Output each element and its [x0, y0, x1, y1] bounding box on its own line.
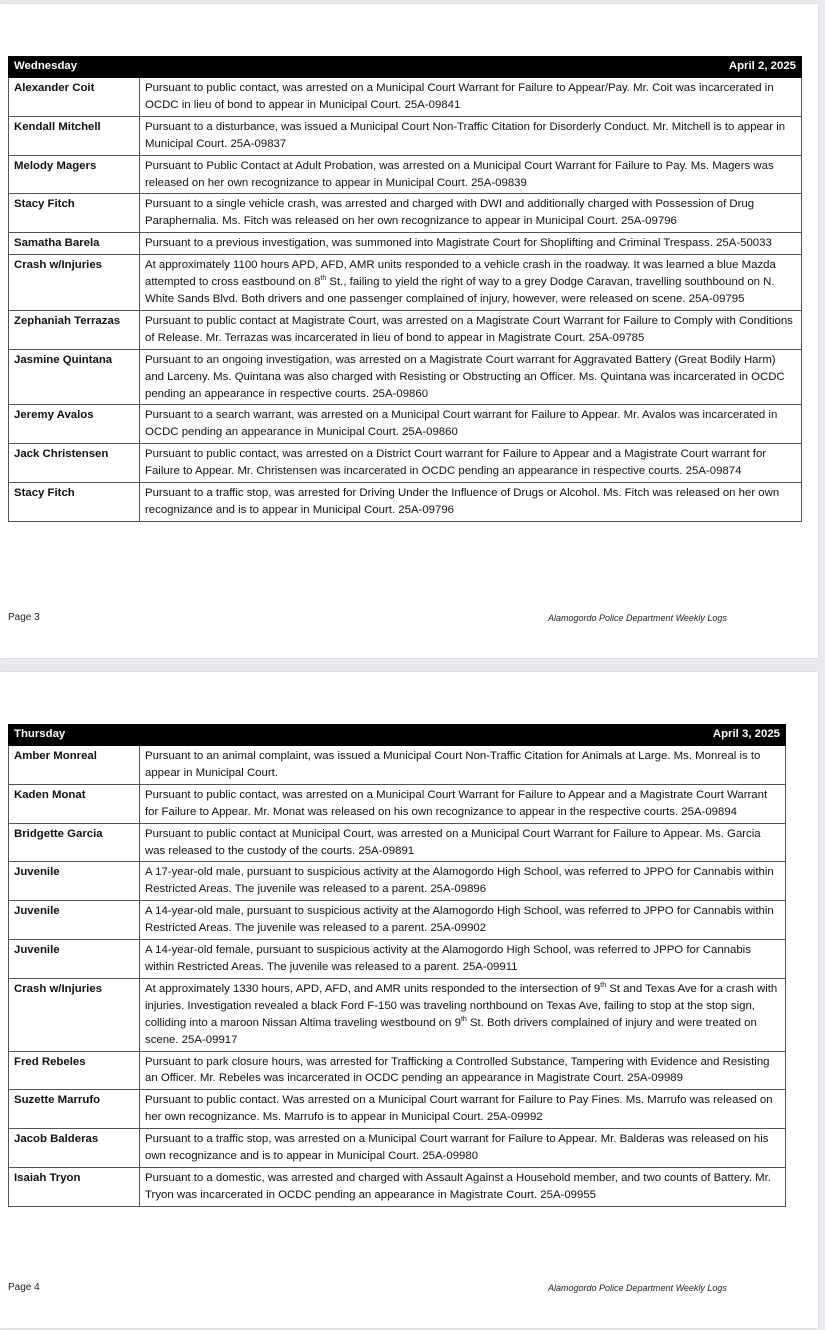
ordinal-suffix: th	[460, 1015, 467, 1023]
log-page-3	[0, 4, 818, 658]
entry-description	[140, 862, 786, 901]
entry-name: Amber Monreal	[9, 746, 140, 785]
entry-name: Jasmine Quintana	[9, 349, 140, 405]
entry-description	[140, 940, 786, 979]
entry-text: Pursuant to public contact, was arrested on a Municipal Court Warrant for Failure to Appear and a Magistrate Court Warrant for Failure to Appear. Mr. Monat was released on his own recognizance to appear in the respective courts. 25A-09894	[145, 788, 768, 818]
entry-text: Pursuant to a single vehicle crash, was arrested and charged with DWI and additionally charged with Possession of Drug Paraphernalia. Ms. Fitch was released on her own recognizance to appear in Municipal Court. 25A-09796	[145, 198, 755, 228]
date-label: April 3, 2025	[140, 725, 786, 746]
page-number: Page 3	[8, 612, 40, 623]
entry-text: Pursuant to a traffic stop, was arrested on a Municipal Court warrant for Failure to Appear. Mr. Balderas was released on his own recognizance and is to appear in Municipal Court. 25A-09980	[145, 1133, 769, 1163]
day-label: Wednesday	[9, 57, 140, 78]
log-entry-row	[9, 901, 786, 940]
log-entry-row	[9, 940, 786, 979]
log-entry-row	[9, 349, 802, 405]
table-header-row	[9, 57, 802, 78]
entry-name: Suzette Marrufo	[9, 1090, 140, 1129]
entry-name: Juvenile	[9, 901, 140, 940]
entry-description	[140, 483, 802, 522]
page-number: Page 4	[8, 1282, 40, 1293]
entry-name: Juvenile	[9, 862, 140, 901]
entry-text: Pursuant to a search warrant, was arrested on a Municipal Court warrant for Failure to Appear. Mr. Avalos was incarcerated in OCDC pending an appearance in Municipal Court. 25A-09860	[145, 409, 778, 439]
entry-name: Bridgette Garcia	[9, 823, 140, 862]
entry-text: At approximately 1330 hours, APD, AFD, and AMR units responded to the intersection of 9	[145, 982, 601, 995]
log-entry-row	[9, 155, 802, 194]
entry-text: Pursuant to public contact, was arrested on a Municipal Court Warrant for Failure to Appear/Pay. Mr. Coit was incarcerated in OCDC in lieu of bond to appear in Municipal Court. 25A-09841	[145, 82, 774, 111]
entry-text: Pursuant to public contact. Was arrested on a Municipal Court warrant for Failure to Pay Fines. Ms. Marrufo was released on her own recognizance. Ms. Marrufo is to appear in Municipal Court. 25A-09992	[145, 1094, 773, 1124]
entry-description	[140, 1167, 786, 1206]
entry-text: A 14-year-old female, pursuant to suspicious activity at the Alamogordo High School, was referred to JPPO for Cannabis within Restricted Areas. The juvenile was released to a parent. 25A-09911	[145, 944, 751, 973]
entry-text: St., failing to yield the right of way to a grey Dodge Caravan, travelling southbound on N. White Sands Blvd. Both drivers and one passenger complained of injury, however, were released on scene. 25A-09795	[145, 276, 775, 305]
log-entry-row	[9, 444, 802, 483]
ordinal-suffix: th	[600, 982, 607, 990]
entry-name: Zephaniah Terrazas	[9, 310, 140, 349]
entry-text: Pursuant to a traffic stop, was arrested for Driving Under the Influence of Drugs or Alcohol. Ms. Fitch was released on her own recognizance and is to appear in Municipal Court. 25A-09796	[145, 487, 780, 516]
entry-name: Jack Christensen	[9, 444, 140, 483]
log-entry-row	[9, 784, 786, 823]
entry-description	[140, 116, 802, 155]
entry-text: Pursuant to a disturbance, was issued a Municipal Court Non-Traffic Citation for Disorderly Conduct. Mr. Mitchell is to appear in Municipal Court. 25A-09837	[145, 120, 786, 150]
log-table-wednesday	[8, 56, 802, 522]
log-entry-row	[9, 1167, 786, 1206]
footer-title: Alamogordo Police Department Weekly Logs	[548, 613, 727, 623]
entry-name: Jacob Balderas	[9, 1129, 140, 1168]
entry-text: A 14-year-old male, pursuant to suspicious activity at the Alamogordo High School, was referred to JPPO for Cannabis within Restricted Areas. The juvenile was released to a parent. 25A-09902	[145, 905, 774, 935]
entry-text: Pursuant to an animal complaint, was issued a Municipal Court Non-Traffic Citation for Animals at Large. Ms. Monreal is to appear in Municipal Court.	[145, 750, 761, 779]
entry-description	[140, 310, 802, 349]
entry-name: Melody Magers	[9, 155, 140, 194]
entry-text: Pursuant to public contact at Magistrate Court, was arrested on a Magistrate Court Warrant for Failure to Comply with Conditions of Release. Mr. Terrazas was incarcerated in lieu of bond to appear in Magistrate Court. 25A-09785	[145, 314, 793, 344]
table-header-row	[9, 725, 786, 746]
entry-name: Stacy Fitch	[9, 194, 140, 233]
entry-description	[140, 901, 786, 940]
entry-description	[140, 155, 802, 194]
entry-name: Juvenile	[9, 940, 140, 979]
log-entry-row	[9, 746, 786, 785]
entry-name: Kaden Monat	[9, 784, 140, 823]
entry-name: Kendall Mitchell	[9, 116, 140, 155]
date-label: April 2, 2025	[140, 57, 802, 78]
entry-text: At approximately 1100 hours APD, AFD, AMR units responded to a vehicle crash in the roadway. It was learned a blue Mazda attempted to cross eastbound on 8	[145, 259, 776, 289]
entry-text: Pursuant to park closure hours, was arrested for Trafficking a Controlled Substance, Tampering with Evidence and Resisting an Officer. Mr. Rebeles was incarcerated in OCDC pending an appearance in Magistrate Court. 25A-09989	[145, 1055, 770, 1085]
footer-title: Alamogordo Police Department Weekly Logs	[548, 1283, 727, 1293]
entry-description	[140, 233, 802, 255]
entry-text: Pursuant to a previous investigation, was summoned into Magistrate Court for Shoplifting and Criminal Trespass. 25A-50033	[145, 237, 772, 250]
log-entry-row	[9, 483, 802, 522]
entry-text: A 17-year-old male, pursuant to suspicious activity at the Alamogordo High School, was referred to JPPO for Cannabis within Restricted Areas. The juvenile was released to a parent. 25A-09896	[145, 866, 774, 896]
log-entry-row	[9, 116, 802, 155]
entry-description	[140, 978, 786, 1051]
log-table-thursday	[8, 724, 786, 1207]
entry-description	[140, 444, 802, 483]
entry-description	[140, 1051, 786, 1090]
entry-description	[140, 255, 802, 311]
entry-name: Crash w/Injuries	[9, 978, 140, 1051]
ordinal-suffix: th	[320, 275, 327, 283]
entry-description	[140, 1129, 786, 1168]
log-entry-row	[9, 1129, 786, 1168]
entry-name: Crash w/Injuries	[9, 255, 140, 311]
log-entry-row	[9, 310, 802, 349]
entry-name: Fred Rebeles	[9, 1051, 140, 1090]
log-entry-row	[9, 1090, 786, 1129]
entry-name: Jeremy Avalos	[9, 405, 140, 444]
entry-text: Pursuant to public contact at Municipal Court, was arrested on a Municipal Court Warrant for Failure to Appear. Ms. Garcia was released to the custody of the courts. 25A-09891	[145, 827, 761, 857]
day-label: Thursday	[9, 725, 140, 746]
entry-name: Samatha Barela	[9, 233, 140, 255]
log-entries	[9, 78, 802, 522]
log-entry-row	[9, 862, 786, 901]
log-entry-row	[9, 194, 802, 233]
entry-text: Pursuant to Public Contact at Adult Probation, was arrested on a Municipal Court Warrant for Failure to Pay. Ms. Magers was released on her own recognizance to appear in Municipal Court. 25A-09839	[145, 159, 774, 189]
log-entry-row	[9, 823, 786, 862]
entry-description	[140, 1090, 786, 1129]
log-entry-row	[9, 405, 802, 444]
entry-description	[140, 405, 802, 444]
entry-description	[140, 349, 802, 405]
entry-name: Alexander Coit	[9, 78, 140, 117]
entry-description	[140, 823, 786, 862]
log-entry-row	[9, 255, 802, 311]
log-entries	[9, 746, 786, 1207]
entry-name: Stacy Fitch	[9, 483, 140, 522]
log-entry-row	[9, 978, 786, 1051]
entry-text: St and Texas Ave for a crash with injuries. Investigation revealed a black Ford F-150 was traveling northbound on Texas Ave, failing to stop at the stop sign, colliding into a maroon Nissan Altima traveling westbound on 9	[145, 982, 778, 1029]
entry-description	[140, 194, 802, 233]
log-page-4	[0, 672, 818, 1328]
entry-description	[140, 746, 786, 785]
log-entry-row	[9, 78, 802, 117]
entry-text: Pursuant to a domestic, was arrested and charged with Assault Against a Household member, and two counts of Battery. Mr. Tryon was incarcerated in OCDC pending an appearance in Magistrate Court. 25A-09955	[145, 1171, 771, 1201]
entry-text: St. Both drivers complained of injury and were treated on scene. 25A-09917	[145, 1016, 757, 1046]
entry-text: Pursuant to an ongoing investigation, was arrested on a Magistrate Court warrant for Aggravated Battery (Great Bodily Harm) and Larceny. Ms. Quintana was also charged with Resisting or Obstructing an Officer. Ms. Quintana was incarcerated in OCDC pending an appearance in respective courts. 25A-09860	[145, 353, 785, 400]
entry-description	[140, 78, 802, 117]
entry-name: Isaiah Tryon	[9, 1167, 140, 1206]
log-entry-row	[9, 233, 802, 255]
log-entry-row	[9, 1051, 786, 1090]
entry-description	[140, 784, 786, 823]
entry-text: Pursuant to public contact, was arrested on a District Court warrant for Failure to Appear and a Magistrate Court warrant for Failure to Appear. Mr. Christensen was incarcerated in OCDC pending an appearance in respective courts. 25A-09874	[145, 448, 767, 478]
